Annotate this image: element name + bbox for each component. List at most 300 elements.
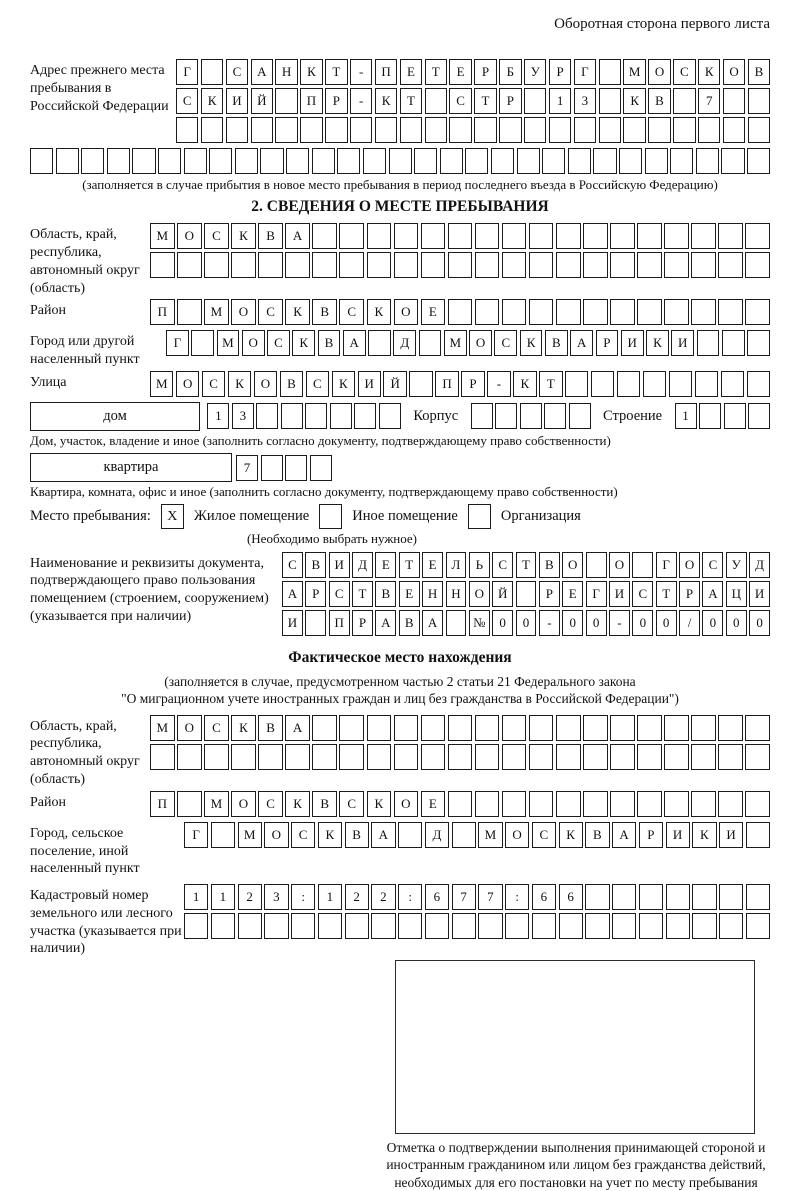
char-cell (691, 791, 716, 817)
char-cell (556, 252, 581, 278)
prev-address-field (30, 59, 770, 146)
char-cell (184, 148, 207, 174)
char-cell: К (300, 59, 322, 85)
char-cell (718, 715, 743, 741)
char-cell (520, 403, 542, 429)
char-cell: Д (393, 330, 416, 356)
char-cell: И (666, 822, 690, 848)
char-cell: Д (749, 552, 770, 578)
char-cell (371, 913, 395, 939)
char-cell: А (371, 822, 395, 848)
actual-location-note-line2: "О миграционном учете иностранных граждан и лиц без гражданства в Российской Федерации") (121, 691, 679, 707)
char-cell (718, 299, 743, 325)
char-cell: Г (574, 59, 596, 85)
char-cell: М (478, 822, 502, 848)
char-cell (745, 715, 770, 741)
char-cell (502, 791, 527, 817)
char-cell: В (648, 88, 670, 114)
char-cell (421, 744, 446, 770)
char-cell: 0 (632, 610, 653, 636)
char-cell: Ц (726, 581, 747, 607)
char-cell: М (150, 371, 173, 397)
char-cell (258, 252, 283, 278)
char-cell: А (285, 223, 310, 249)
char-cell (745, 299, 770, 325)
char-cell: Р (352, 610, 373, 636)
char-cell (643, 371, 666, 397)
char-cell (722, 330, 745, 356)
char-cell (502, 252, 527, 278)
char-cell: Г (184, 822, 208, 848)
char-cell (502, 223, 527, 249)
char-cell (177, 252, 202, 278)
char-cell (150, 252, 175, 278)
stamp-box (395, 960, 755, 1134)
char-cell: О (231, 791, 256, 817)
char-cell: С (204, 715, 229, 741)
char-cell: 6 (425, 884, 449, 910)
char-cell (718, 791, 743, 817)
char-cell: Т (474, 88, 496, 114)
char-cell (312, 715, 337, 741)
char-cell: М (204, 791, 229, 817)
page-side-note: Оборотная сторона первого листа (554, 16, 770, 32)
char-cell (475, 299, 500, 325)
char-cell: И (358, 371, 381, 397)
char-cell (286, 148, 309, 174)
char-cell (275, 117, 297, 143)
char-cell: М (238, 822, 262, 848)
char-cell (524, 88, 546, 114)
char-cell: И (719, 822, 743, 848)
char-cell (367, 252, 392, 278)
char-cell (673, 88, 695, 114)
char-cell (81, 148, 104, 174)
char-cell (448, 252, 473, 278)
char-cell: Е (375, 552, 396, 578)
char-cell (639, 913, 663, 939)
char-cell (664, 791, 689, 817)
char-cell (379, 403, 401, 429)
char-cell: Е (399, 581, 420, 607)
char-cell: С (202, 371, 225, 397)
char-cell: № (469, 610, 490, 636)
char-cell (440, 148, 463, 174)
city-label: Город или другой населенный пункт (30, 334, 140, 368)
char-cell: В (748, 59, 770, 85)
char-cell (556, 299, 581, 325)
char-cell: В (312, 791, 337, 817)
char-cell (529, 791, 554, 817)
char-cell: Т (400, 88, 422, 114)
char-cell (623, 117, 645, 143)
char-cell: К (231, 715, 256, 741)
char-cell: А (251, 59, 273, 85)
region-row-1 (150, 223, 770, 249)
char-cell (312, 252, 337, 278)
char-cell: Т (352, 581, 373, 607)
char-cell: П (435, 371, 458, 397)
char-cell (529, 744, 554, 770)
char-cell: Р (639, 822, 663, 848)
char-cell: Й (492, 581, 513, 607)
char-cell (591, 371, 614, 397)
char-cell (664, 715, 689, 741)
char-cell (645, 148, 668, 174)
char-cell (746, 913, 770, 939)
char-cell (559, 913, 583, 939)
char-cell (465, 148, 488, 174)
char-cell (610, 252, 635, 278)
char-cell: С (449, 88, 471, 114)
char-cell: С (632, 581, 653, 607)
actual-region-row-1 (150, 715, 770, 741)
char-cell (719, 913, 743, 939)
char-cell: О (177, 715, 202, 741)
char-cell: С (339, 791, 364, 817)
char-cell (721, 148, 744, 174)
char-cell: К (623, 88, 645, 114)
korpus-label: Корпус (413, 407, 459, 424)
char-cell: О (505, 822, 529, 848)
char-cell: Ь (469, 552, 490, 578)
char-cell (724, 403, 746, 429)
char-cell (211, 822, 235, 848)
char-cell (632, 552, 653, 578)
char-cell: О (394, 791, 419, 817)
char-cell: - (487, 371, 510, 397)
char-cell: Й (251, 88, 273, 114)
apartment-box: квартира (30, 453, 232, 482)
char-cell (664, 223, 689, 249)
char-cell (718, 252, 743, 278)
actual-region-label: Область, край, республика, автономный округ (область) (30, 718, 140, 787)
char-cell (398, 913, 422, 939)
char-cell: И (621, 330, 644, 356)
char-cell: Р (679, 581, 700, 607)
actual-city-label: Город, сельское поселение, иной населенный пункт (30, 825, 140, 877)
char-cell (610, 299, 635, 325)
char-cell (300, 117, 322, 143)
stay-type-note: (Необходимо выбрать нужное) (246, 531, 418, 547)
char-cell (368, 330, 391, 356)
char-cell: С (176, 88, 198, 114)
char-cell (610, 791, 635, 817)
residential-label: Жилое помещение (193, 508, 310, 525)
char-cell: Р (499, 88, 521, 114)
char-cell: 3 (574, 88, 596, 114)
char-cell (345, 913, 369, 939)
char-cell: И (671, 330, 694, 356)
char-cell: 7 (478, 884, 502, 910)
char-cell (448, 715, 473, 741)
char-cell: А (702, 581, 723, 607)
char-cell (583, 744, 608, 770)
char-cell (448, 791, 473, 817)
char-cell: О (609, 552, 630, 578)
char-cell (394, 223, 419, 249)
char-cell (529, 252, 554, 278)
char-cell: П (375, 59, 397, 85)
char-cell: Н (446, 581, 467, 607)
char-cell: М (150, 223, 175, 249)
organization-checkbox (468, 504, 491, 529)
char-cell (599, 117, 621, 143)
char-cell (746, 822, 770, 848)
stay-type-label: Место пребывания: (30, 508, 151, 525)
char-cell (475, 715, 500, 741)
char-cell: С (339, 299, 364, 325)
char-cell: К (513, 371, 536, 397)
prev-address-row-1 (176, 59, 770, 85)
cadastre-field (30, 884, 770, 958)
char-cell (394, 715, 419, 741)
char-cell (491, 148, 514, 174)
char-cell (177, 791, 202, 817)
char-cell: 0 (702, 610, 723, 636)
char-cell: К (332, 371, 355, 397)
char-cell (285, 252, 310, 278)
char-cell: Т (425, 59, 447, 85)
prev-address-row-2 (176, 88, 770, 114)
char-cell (610, 744, 635, 770)
char-cell (475, 252, 500, 278)
char-cell: - (609, 610, 630, 636)
house-number-cells (207, 403, 401, 429)
char-cell (583, 252, 608, 278)
char-cell (718, 223, 743, 249)
char-cell (231, 252, 256, 278)
char-cell (664, 252, 689, 278)
stroenie-cells (675, 403, 771, 429)
char-cell: М (204, 299, 229, 325)
residential-checkbox: X (161, 504, 184, 529)
char-cell: И (329, 552, 350, 578)
char-cell (556, 223, 581, 249)
char-cell (648, 117, 670, 143)
char-cell (354, 403, 376, 429)
char-cell: В (399, 610, 420, 636)
char-cell: Г (656, 552, 677, 578)
char-cell: У (524, 59, 546, 85)
char-cell (529, 299, 554, 325)
char-cell (639, 884, 663, 910)
char-cell (421, 252, 446, 278)
char-cell: 1 (549, 88, 571, 114)
char-cell: - (539, 610, 560, 636)
char-cell (389, 148, 412, 174)
char-cell: С (673, 59, 695, 85)
char-cell: / (679, 610, 700, 636)
char-cell (664, 744, 689, 770)
char-cell (452, 822, 476, 848)
char-cell: П (150, 791, 175, 817)
prev-address-label: Адрес прежнего места пребывания в Российской Федерации (30, 63, 169, 114)
char-cell: В (258, 715, 283, 741)
char-cell (612, 884, 636, 910)
char-cell: Е (562, 581, 583, 607)
actual-region-row-2 (150, 744, 770, 770)
char-cell (583, 715, 608, 741)
other-premises-label: Иное помещение (352, 508, 458, 525)
char-cell: Д (425, 822, 449, 848)
actual-district-label: Район (30, 794, 66, 810)
char-cell (235, 148, 258, 174)
char-cell (419, 330, 442, 356)
char-cell: К (285, 299, 310, 325)
char-cell: К (201, 88, 223, 114)
char-cell (414, 148, 437, 174)
char-cell: А (375, 610, 396, 636)
cadastre-row-1 (184, 884, 770, 910)
char-cell (692, 884, 716, 910)
district-label: Район (30, 303, 66, 319)
char-cell (745, 791, 770, 817)
char-cell: Е (400, 59, 422, 85)
organization-label: Организация (500, 508, 581, 525)
char-cell: В (318, 330, 341, 356)
char-cell (499, 117, 521, 143)
char-cell: П (150, 299, 175, 325)
char-cell: О (679, 552, 700, 578)
char-cell: 2 (345, 884, 369, 910)
char-cell (339, 715, 364, 741)
char-cell: О (648, 59, 670, 85)
char-cell: 1 (318, 884, 342, 910)
char-cell (177, 299, 202, 325)
char-cell (699, 403, 721, 429)
char-cell: 2 (371, 884, 395, 910)
char-cell: : (398, 884, 422, 910)
char-cell: 6 (532, 884, 556, 910)
char-cell (400, 117, 422, 143)
char-cell (691, 299, 716, 325)
actual-city-row (184, 822, 770, 848)
char-cell (158, 148, 181, 174)
char-cell (619, 148, 642, 174)
char-cell (617, 371, 640, 397)
char-cell (529, 715, 554, 741)
char-cell (698, 117, 720, 143)
char-cell (204, 252, 229, 278)
char-cell: Р (596, 330, 619, 356)
char-cell (330, 403, 352, 429)
char-cell: М (623, 59, 645, 85)
char-cell (425, 913, 449, 939)
stroenie-label: Строение (603, 407, 663, 424)
char-cell (211, 913, 235, 939)
char-cell (150, 744, 175, 770)
char-cell: 3 (264, 884, 288, 910)
char-cell (325, 117, 347, 143)
char-cell (291, 913, 315, 939)
char-cell (452, 913, 476, 939)
char-cell: 0 (562, 610, 583, 636)
char-cell (394, 744, 419, 770)
char-cell (339, 252, 364, 278)
char-cell: - (350, 59, 372, 85)
char-cell: М (444, 330, 467, 356)
char-cell (256, 403, 278, 429)
char-cell: В (305, 552, 326, 578)
char-cell: К (646, 330, 669, 356)
actual-city-field (30, 822, 770, 878)
char-cell: С (532, 822, 556, 848)
char-cell: 7 (236, 455, 258, 481)
char-cell: П (329, 610, 350, 636)
char-cell: О (254, 371, 277, 397)
char-cell (637, 252, 662, 278)
char-cell: С (291, 822, 315, 848)
char-cell: 7 (698, 88, 720, 114)
char-cell: К (375, 88, 397, 114)
apartment-row (30, 453, 770, 482)
char-cell (691, 252, 716, 278)
char-cell (191, 330, 214, 356)
district-field (30, 299, 770, 328)
char-cell (574, 117, 596, 143)
char-cell (746, 884, 770, 910)
char-cell: - (350, 88, 372, 114)
document-row-2 (282, 581, 770, 607)
char-cell (495, 403, 517, 429)
char-cell (502, 744, 527, 770)
char-cell (264, 913, 288, 939)
char-cell: Т (516, 552, 537, 578)
char-cell: 1 (211, 884, 235, 910)
char-cell (251, 117, 273, 143)
char-cell: К (367, 791, 392, 817)
char-cell (670, 148, 693, 174)
prev-address-note: (заполняется в случае прибытия в новое место пребывания в период последнего въезда в Российскую Федерацию) (82, 177, 718, 192)
document-label: Наименование и реквизиты документа, подтверждающего право пользования помещением (строением, сооружением) (указывается при наличии) (30, 555, 269, 624)
char-cell: С (329, 581, 350, 607)
street-label: Улица (30, 374, 67, 390)
char-cell (475, 223, 500, 249)
char-cell (610, 715, 635, 741)
char-cell (312, 744, 337, 770)
char-cell (691, 744, 716, 770)
char-cell (637, 223, 662, 249)
char-cell (184, 913, 208, 939)
char-cell (637, 791, 662, 817)
char-cell: В (345, 822, 369, 848)
char-cell: М (150, 715, 175, 741)
char-cell (394, 252, 419, 278)
char-cell (747, 371, 770, 397)
char-cell: Р (305, 581, 326, 607)
char-cell: 7 (452, 884, 476, 910)
actual-location-note (30, 673, 770, 708)
char-cell (556, 791, 581, 817)
char-cell (425, 88, 447, 114)
char-cell (474, 117, 496, 143)
char-cell: А (612, 822, 636, 848)
char-cell (339, 744, 364, 770)
char-cell: Т (656, 581, 677, 607)
char-cell (748, 117, 770, 143)
char-cell (583, 223, 608, 249)
char-cell (132, 148, 155, 174)
char-cell: В (375, 581, 396, 607)
char-cell: Г (166, 330, 189, 356)
char-cell: С (306, 371, 329, 397)
char-cell (367, 715, 392, 741)
apartment-cells (236, 455, 332, 481)
char-cell (691, 715, 716, 741)
char-cell: Р (474, 59, 496, 85)
char-cell: Г (586, 581, 607, 607)
